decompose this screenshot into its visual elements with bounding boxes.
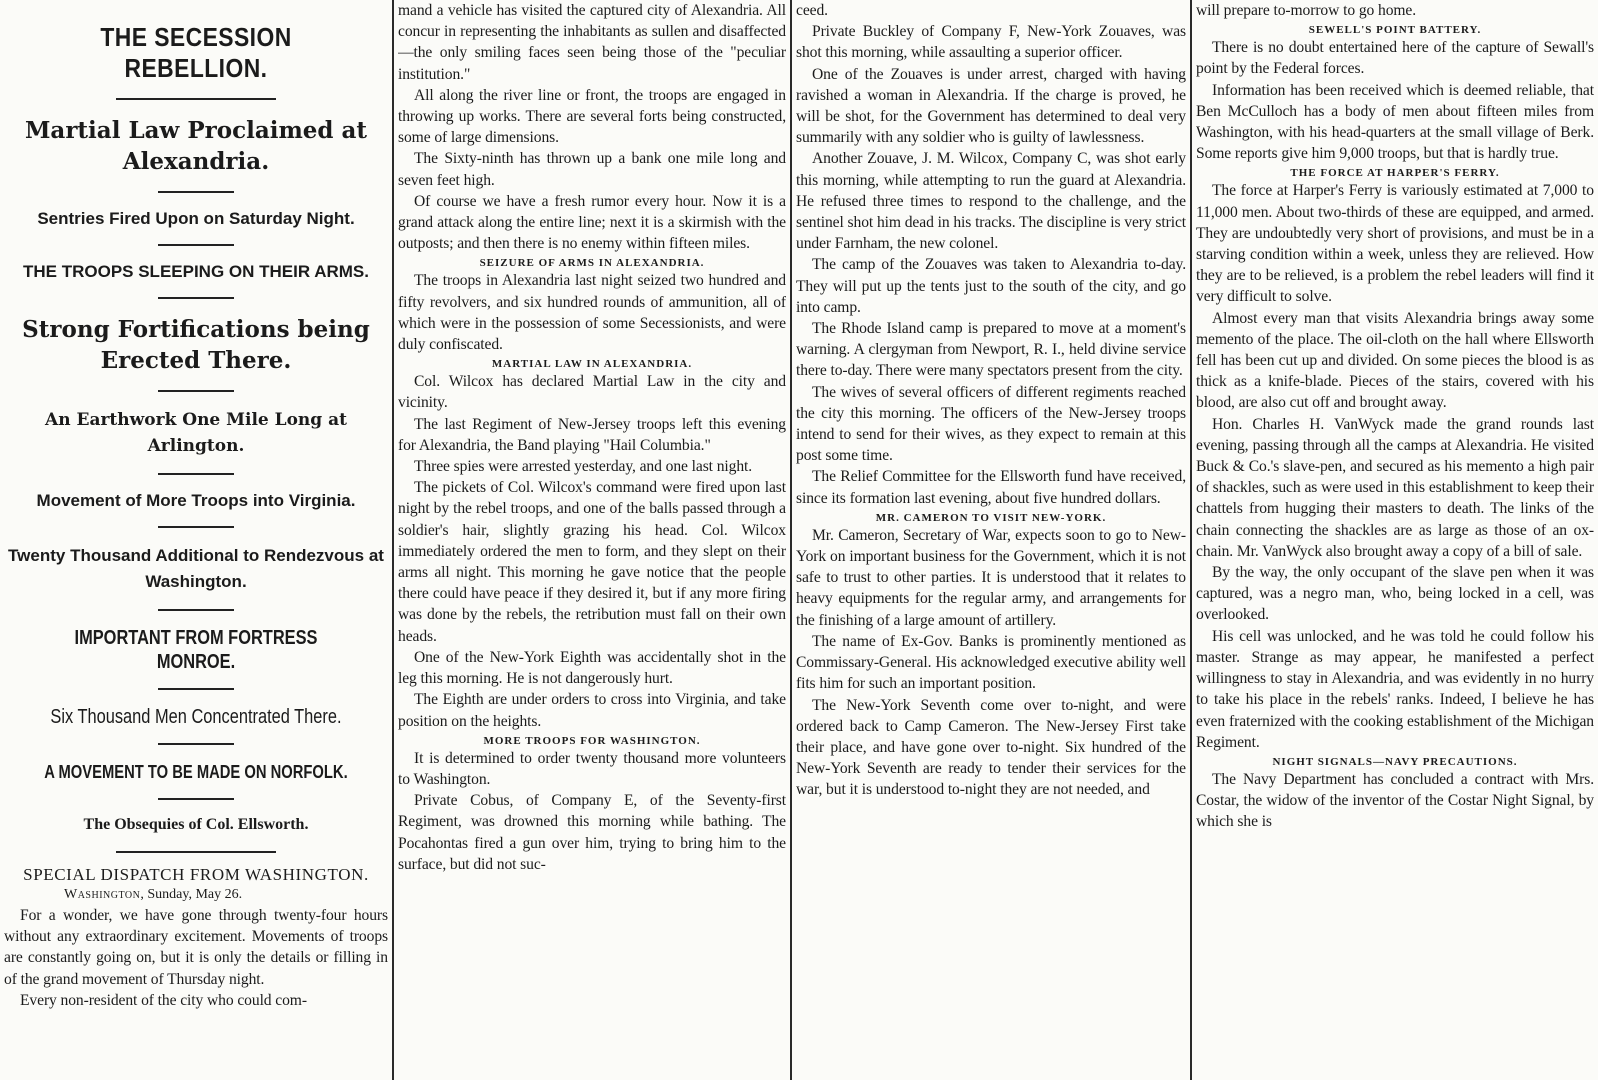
divider [116,851,276,853]
paragraph: ceed. [796,2,828,19]
subheading: MARTIAL LAW IN ALEXANDRIA. [491,358,693,371]
subheading: MR. CAMERON TO VISIT NEW-YORK. [875,511,1107,524]
divider [158,390,234,392]
headline-six-thousand: Six Thousand Men Concentrated There. [50,706,342,728]
dateline [64,887,388,903]
headline-obsequies: The Obsequies of Col. Ellsworth. [83,816,309,833]
dateline-place: Washington [64,887,141,902]
paragraph: Information has been received which is deemed reliable, that Ben McCulloch has a body of men about fifteen miles from Washington, with his head-quarters at the small village of Berk. Some reports give him 9,000 troops, but that is hardly true. [1196,81,1594,163]
column-rule [1190,0,1192,1080]
column-1 [4,0,388,1080]
divider [158,609,234,611]
paragraph: The troops in Alexandria last night seized two hundred and fifty revolvers, and six hundred rounds of ammunition, all of which were in the possession of some Secessionists, and were duly confiscated. [398,272,786,354]
paragraph: Every non-resident of the city who could com- [20,991,307,1009]
paragraph: Another Zouave, J. M. Wilcox, Company C, was shot early this morning, while attempting to run the guard at Alexandria. He refused three times to respond to the challenge, and the sentinel shot him dead in his tracks. The discipline is very strict under Farnham, the new colonel. [796,150,1186,253]
column-4 [1196,0,1594,1080]
paragraph: The Eighth are under orders to cross into Virginia, and take position on the heights. [398,691,786,730]
paragraph: mand a vehicle has visited the captured city of Alexandria. All concur in representing the inhabitants as sullen and disaffected—the only smiling faces seen being those of the "peculiar institution." [398,2,786,83]
paragraph: Col. Wilcox has declared Martial Law in the city and vicinity. [398,373,786,412]
paragraph: There is no doubt entertained here of the capture of Sewall's point by the Federal forces. [1196,39,1594,78]
paragraph: will prepare to-morrow to go home. [1196,2,1417,19]
headline-sentries: Sentries Fired Upon on Saturday Night. [37,209,355,228]
divider [158,526,234,528]
subheading: THE FORCE AT HARPER'S FERRY. [1290,167,1500,180]
column-rule [790,0,792,1080]
paragraph: For a wonder, we have gone through twenty-four hours without any extraordinary excitement. Movements of troops are constantly going on, but it is only the details or filling in of the grand movement of Thursday night. [4,907,388,988]
paragraph: His cell was unlocked, and he was told he could follow his master. Strange as may appear, he manifested a perfect willingness to stay in Alexandria, and was evidently in no hurry to take his place in the rebels' ranks. Indeed, I believe he has even fraternized with the cooking establishment of the Michigan Regiment. [1196,627,1594,751]
paragraph: The Sixty-ninth has thrown up a bank one mile long and seven feet high. [398,150,786,189]
headline-norfolk: A MOVEMENT TO BE MADE ON NORFOLK. [44,762,348,782]
divider [158,473,234,475]
paragraph: Private Cobus, of Company E, of the Seventy-first Regiment, was drowned this morning while bathing. The Pocahontas fired a gun over him, trying to bring him to the surface, but did not suc- [398,792,786,873]
paragraph: Of course we have a fresh rumor every hour. Now it is a grand attack along the entire line; next it is a skirmish with the outposts; and then there is no enemy within fifteen miles. [398,192,786,253]
paragraph: Almost every man that visits Alexandria brings away some memento of the place. The oil-cloth on the hall where Ellsworth fell has been cut up and divided. On some pieces the blood is as thick as a knife-blade. Pieces of the stairs, covered with his blood, are also cut off and brought away. [1196,309,1594,412]
divider [158,244,234,246]
paragraph: Mr. Cameron, Secretary of War, expects soon to go to New-York on important business for the Government, which it is not safe to trust to other parties. It is understood that it relates to heavy equipments for the regular army, and arrangements for the finishing of a large amount of artillery. [796,526,1186,629]
paragraph: Three spies were arrested yesterday, and one last night. [414,458,753,476]
paragraph: The wives of several officers of different regiments reached the city this morning. The officers of the New-Jersey troops intend to send for their wives, as they expect to remain at this post some time. [796,383,1186,465]
headline-fortress-monroe: IMPORTANT FROM FORTRESS MONROE. [74,627,318,673]
main-headline: THE SECESSION REBELLION. [100,22,292,83]
headline-fortifications: Strong Fortifications being Erected There. [22,316,370,374]
paragraph: One of the New-York Eighth was accidentally shot in the leg this morning. He is not dangerously hurt. [398,648,786,688]
headline-earthwork: An Earthwork One Mile Long at Arlington. [45,410,347,456]
subheading: MORE TROOPS FOR WASHINGTON. [483,734,701,747]
divider [158,191,234,193]
paragraph: The Relief Committee for the Ellsworth fund have received, since its formation last evening, about five hundred dollars. [796,468,1186,507]
divider [158,297,234,299]
headline-twenty-thousand: Twenty Thousand Additional to Rendezvous at Washington. [8,546,384,591]
paragraph: It is determined to order twenty thousand more volunteers to Washington. [398,749,786,788]
paragraph: The force at Harper's Ferry is variously estimated at 7,000 to 11,000 men. About two-thirds of these are equipped, and armed. They are undoubtedly very short of provisions, and must be in a starving condition within a week, unless they are relieved. How they are to be relieved, is a problem the rebel leaders will find it very difficult to solve. [1196,182,1594,306]
dateline-date: , Sunday, May 26. [140,887,243,902]
column-3 [796,0,1186,1080]
paragraph: The pickets of Col. Wilcox's command were fired upon last night by the rebel troops, and one of the balls passed through a soldier's hair, slightly grazing his head. Col. Wilcox immediately ordered the men to form, and they slept on their arms all night. This morning he gave notice that the people there could have peace if they desired it, but if any more firing was done by the rebels, the retribution must fall on their own heads. [398,479,786,645]
headline-martial-law: Martial Law Proclaimed at Alexandria. [24,117,368,175]
headline-movement-virginia: Movement of More Troops into Virginia. [36,491,356,510]
paragraph: By the way, the only occupant of the slave pen when it was captured, was a negro man, who, being locked in a cell, was overlooked. [1196,564,1594,624]
divider [158,743,234,745]
paragraph: The camp of the Zouaves was taken to Alexandria to-day. They will put up the tents just to the south of the city, and go into camp. [796,256,1186,316]
paragraph: One of the Zouaves is under arrest, charged with having ravished a woman in Alexandria. If the charge is proved, he will be shot, for the Government has determined to deal very summarily with any soldier who is guilty of lawlessness. [796,65,1186,147]
column-2 [398,0,786,1080]
paragraph: All along the river line or front, the troops are engaged in throwing up works. There are several forts being constructed, some of large dimensions. [398,86,786,147]
column-rule [392,0,394,1080]
paragraph: The last Regiment of New-Jersey troops left this evening for Alexandria, the Band playing "Hail Columbia." [398,415,786,454]
divider [158,798,234,800]
subheading: SEIZURE OF ARMS IN ALEXANDRIA. [479,257,705,270]
divider [158,688,234,690]
paragraph: Hon. Charles H. VanWyck made the grand rounds last evening, passing through all the camps at Alexandria. He visited Buck & Co.'s slave-pen, and secured as his memento a high pair of shackles, such as were used in this establishment to keep their chattels from hugging their masters to death. The links of the chain connecting the shackles are as large as those of an ox-chain. Mr. VanWyck also brought away a copy of a bill of sale. [1196,415,1594,560]
paragraph: The Rhode Island camp is prepared to move at a moment's warning. A clergyman from Newport, R. I., held divine service there to-day. There were many spectators present from the city. [796,320,1186,380]
paragraph: Private Buckley of Company F, New-York Zouaves, was shot this morning, while assaulting a superior officer. [796,23,1186,62]
headline-troops-sleeping: THE TROOPS SLEEPING ON THEIR ARMS. [22,262,369,281]
paragraph: The New-York Seventh come over to-night, and were ordered back to Camp Cameron. The New-Jersey First take their place, and have gone over to-night. Six hundred of the New-York Seventh are ready to tender their services for the war, but it is understood to-night they are not needed, and [796,696,1186,799]
subheading: NIGHT SIGNALS—NAVY PRECAUTIONS. [1272,755,1518,768]
subheading: SEWELL'S POINT BATTERY. [1308,24,1482,37]
paragraph: The name of Ex-Gov. Banks is prominently mentioned as Commissary-General. His acknowledged executive ability well fits him for such an important position. [796,632,1186,693]
divider [116,98,276,100]
special-dispatch-heading: SPECIAL DISPATCH FROM WASHINGTON. [23,865,369,884]
paragraph: The Navy Department has concluded a contract with Mrs. Costar, the widow of the inventor of the Costar Night Signal, by which she is [1196,770,1594,831]
